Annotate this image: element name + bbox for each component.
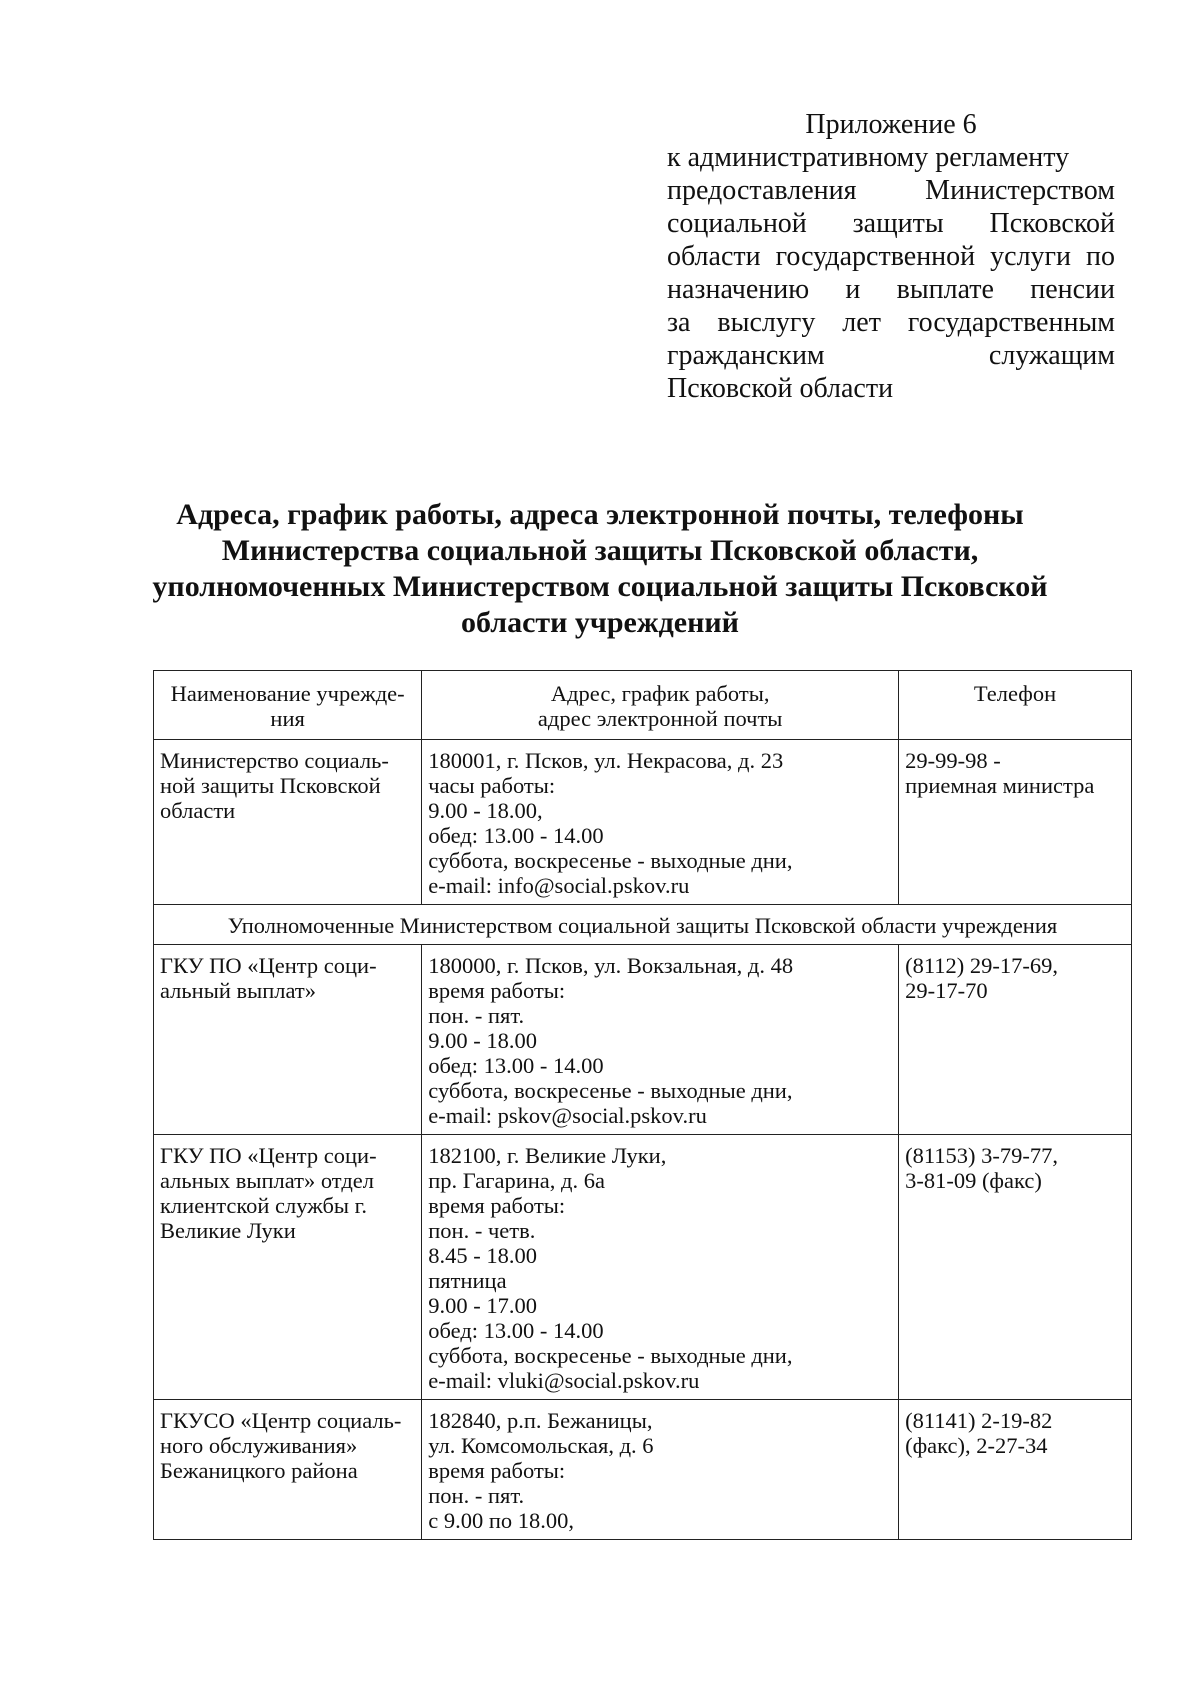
cell-text: время работы: [428, 1458, 566, 1483]
cell-name [154, 1400, 422, 1540]
cell-text: (81141) 2-19-82 [905, 1408, 1053, 1433]
cell-text: ГКУСО «Центр социаль- [160, 1408, 402, 1433]
cell-name [154, 1135, 422, 1400]
table-row [154, 1400, 1132, 1540]
cell-text: часы работы: [428, 773, 556, 798]
cell-text: с 9.00 по 18.00, [428, 1508, 575, 1533]
heading-line: Министерства социальной защиты Псковской области, [221, 534, 979, 567]
heading-line: Адреса, график работы, адреса электронной почты, телефоны [176, 498, 1024, 531]
cell-phone [899, 1135, 1132, 1400]
cell-text: e-mail: vluki@social.pskov.ru [428, 1368, 700, 1393]
cell-text: время работы: [428, 1193, 566, 1218]
heading-line: уполномоченных Министерством социальной защиты Псковской [152, 570, 1048, 603]
cell-text: 3-81-09 (факс) [905, 1168, 1042, 1193]
cell-text: обед: 13.00 - 14.00 [428, 1318, 604, 1343]
cell-text: Министерство социаль- [160, 748, 389, 773]
cell-text: альных выплат» отдел [160, 1168, 374, 1193]
cell-text: e-mail: info@social.pskov.ru [428, 873, 690, 898]
appendix-line: области государственной услуги по [667, 241, 1115, 272]
cell-address [422, 1135, 899, 1400]
header-text: Адрес, график работы, [550, 681, 770, 706]
table-row [154, 740, 1132, 905]
cell-text: 180001, г. Псков, ул. Некрасова, д. 23 [428, 748, 784, 773]
cell-text: 9.00 - 18.00, [428, 798, 543, 823]
appendix-line: предоставления Министерством [667, 175, 1115, 206]
cell-text: 29-99-98 - [905, 748, 1001, 773]
cell-text: (8112) 29-17-69, [905, 953, 1058, 978]
cell-text: 9.00 - 17.00 [428, 1293, 537, 1318]
cell-text: обед: 13.00 - 14.00 [428, 823, 604, 848]
cell-text: 29-17-70 [905, 978, 988, 1003]
heading-line: области учреждений [461, 606, 739, 639]
cell-text: e-mail: pskov@social.pskov.ru [428, 1103, 707, 1128]
cell-text: пр. Гагарина, д. 6а [428, 1168, 605, 1193]
section-row [154, 905, 1132, 945]
header-phone [899, 671, 1132, 740]
cell-text: 180000, г. Псков, ул. Вокзальная, д. 48 [428, 953, 794, 978]
table-header-row [154, 671, 1132, 740]
cell-text: ГКУ ПО «Центр соци- [160, 1143, 377, 1168]
table-row [154, 1135, 1132, 1400]
appendix-line: назначению и выплате пенсии [667, 274, 1115, 305]
cell-phone [899, 1400, 1132, 1540]
cell-text: (81153) 3-79-77, [905, 1143, 1058, 1168]
cell-text: клиентской службы г. [160, 1193, 367, 1218]
cell-text: время работы: [428, 978, 566, 1003]
document-heading [130, 497, 1070, 641]
cell-text: пон. - четв. [428, 1218, 536, 1243]
cell-text: пон. - пят. [428, 1003, 525, 1028]
cell-text: суббота, воскресенье - выходные дни, [428, 848, 793, 873]
cell-text: 9.00 - 18.00 [428, 1028, 537, 1053]
appendix-line: к административному регламенту [667, 142, 1070, 173]
cell-text: (факс), 2-27-34 [905, 1433, 1048, 1458]
appendix-line: Псковской области [667, 373, 894, 404]
cell-text: ной защиты Псковской [160, 773, 381, 798]
appendix-block [667, 108, 1115, 405]
appendix-line: гражданским служащим [667, 340, 1115, 371]
cell-text: Бежаницкого района [160, 1458, 358, 1483]
cell-text: пон. - пят. [428, 1483, 525, 1508]
header-text: Наименование учрежде- [170, 681, 405, 706]
cell-text: области [160, 798, 236, 823]
appendix-line: за выслугу лет государственным [667, 307, 1115, 338]
appendix-title: Приложение 6 [805, 109, 977, 140]
header-text: адрес электронной почты [537, 706, 783, 731]
cell-text: ул. Комсомольская, д. 6 [428, 1433, 654, 1458]
cell-address [422, 1400, 899, 1540]
cell-text: суббота, воскресенье - выходные дни, [428, 1078, 793, 1103]
header-text: ния [270, 706, 305, 731]
cell-text: ГКУ ПО «Центр соци- [160, 953, 377, 978]
cell-text: альный выплат» [160, 978, 316, 1003]
header-name [154, 671, 422, 740]
cell-text: Великие Луки [160, 1218, 296, 1243]
cell-text: ного обслуживания» [160, 1433, 358, 1458]
cell-address [422, 740, 899, 905]
institutions-table [153, 670, 1132, 1540]
cell-phone [899, 945, 1132, 1135]
cell-text: пятница [428, 1268, 507, 1293]
appendix-line: социальной защиты Псковской [667, 208, 1115, 239]
cell-phone [899, 740, 1132, 905]
cell-text: суббота, воскресенье - выходные дни, [428, 1343, 793, 1368]
cell-text: 182100, г. Великие Луки, [428, 1143, 667, 1168]
cell-name [154, 740, 422, 905]
cell-text: обед: 13.00 - 14.00 [428, 1053, 604, 1078]
header-address [422, 671, 899, 740]
cell-text: 8.45 - 18.00 [428, 1243, 537, 1268]
header-text: Телефон [973, 681, 1057, 706]
table-row [154, 945, 1132, 1135]
cell-address [422, 945, 899, 1135]
cell-text: 182840, р.п. Бежаницы, [428, 1408, 653, 1433]
cell-name [154, 945, 422, 1135]
section-title: Уполномоченные Министерством социальной защиты Псковской области учреждения [154, 905, 1132, 945]
cell-text: приемная министра [905, 773, 1095, 798]
